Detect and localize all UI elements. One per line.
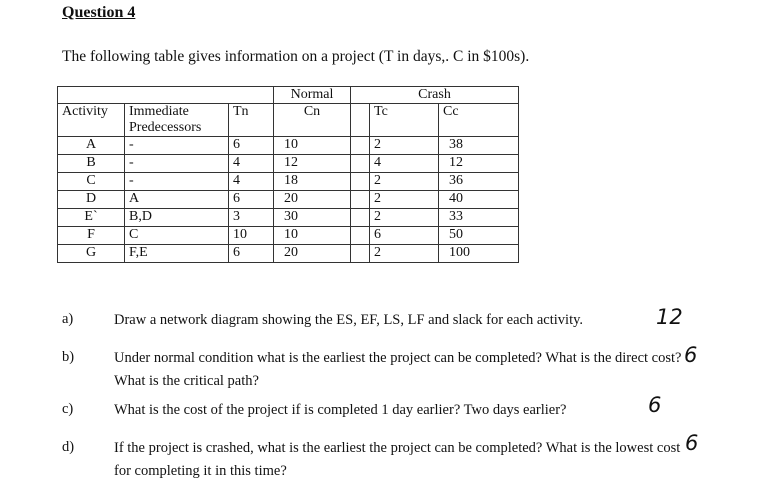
cell-predecessors: -	[125, 173, 229, 191]
question-label: c)	[62, 401, 74, 417]
col-predecessors-header	[125, 104, 229, 137]
cell-tn: 6	[229, 245, 274, 263]
handwritten-mark: 6	[684, 343, 698, 367]
cell-tc: 2	[370, 137, 439, 155]
crash-group-header: Crash	[351, 87, 519, 104]
cell-predecessors: B,D	[125, 209, 229, 227]
cell-cc: 50	[439, 227, 519, 245]
cell-tc: 2	[370, 191, 439, 209]
table-row	[58, 155, 519, 173]
question-text: What is the cost of the project if is completed 1 day earlier? Two days earlier?	[114, 402, 567, 418]
cell-tn: 4	[229, 173, 274, 191]
cell-cc: 38	[439, 137, 519, 155]
cell-tc: 6	[370, 227, 439, 245]
cell-predecessors: A	[125, 191, 229, 209]
question-heading: Question 4	[62, 4, 136, 21]
cell-cn: 20	[274, 191, 351, 209]
cell-tn: 3	[229, 209, 274, 227]
cell-predecessors: -	[125, 155, 229, 173]
cell-predecessors: C	[125, 227, 229, 245]
handwritten-mark: 6	[685, 431, 699, 455]
cell-cc: 12	[439, 155, 519, 173]
intro-text: The following table gives information on a project (T in days,. C in $100s).	[62, 48, 530, 65]
cell-cn: 12	[274, 155, 351, 173]
cell-cc: 40	[439, 191, 519, 209]
cell-tn: 4	[229, 155, 274, 173]
cell-cn: 20	[274, 245, 351, 263]
cell-activity: G	[58, 245, 125, 263]
cell-activity: E`	[58, 209, 125, 227]
handwritten-mark: 12	[656, 305, 683, 329]
cell-cc: 36	[439, 173, 519, 191]
question-text: Under normal condition what is the earliest the project can be completed? What is the direct cost? What is the critical path?	[114, 350, 682, 389]
cell-predecessors: -	[125, 137, 229, 155]
col-tn-header: Tn	[229, 104, 274, 137]
cell-predecessors: F,E	[125, 245, 229, 263]
question-label: a)	[62, 311, 74, 327]
question-label: b)	[62, 349, 75, 365]
cell-activity: A	[58, 137, 125, 155]
col-cc-header: Cc	[439, 104, 519, 137]
normal-group-header: Normal	[274, 87, 351, 104]
question-label: d)	[62, 439, 75, 455]
handwritten-mark: 6	[648, 393, 662, 417]
project-table	[57, 86, 519, 263]
table-row	[58, 209, 519, 227]
cell-cc: 33	[439, 209, 519, 227]
question-text: Draw a network diagram showing the ES, EF, LS, LF and slack for each activity.	[114, 312, 584, 328]
cell-activity: F	[58, 227, 125, 245]
cell-cn: 10	[274, 137, 351, 155]
table-column-header-row	[58, 104, 519, 137]
cell-activity: D	[58, 191, 125, 209]
table-row	[58, 173, 519, 191]
cell-activity: B	[58, 155, 125, 173]
cell-cn: 10	[274, 227, 351, 245]
col-activity-header: Activity	[58, 104, 125, 137]
cell-gap	[351, 137, 370, 155]
table-row	[58, 191, 519, 209]
cell-tc: 2	[370, 245, 439, 263]
table-row	[58, 245, 519, 263]
cell-activity: C	[58, 173, 125, 191]
cell-gap	[351, 191, 370, 209]
table-group-header-row	[58, 87, 519, 104]
cell-tc: 4	[370, 155, 439, 173]
col-predecessors-line2: Predecessors	[129, 120, 202, 135]
cell-gap	[351, 209, 370, 227]
question-text: If the project is crashed, what is the earliest the project can be completed? What is the lowest cost for completing it in this time?	[114, 440, 681, 479]
cell-gap	[351, 155, 370, 173]
cell-tc: 2	[370, 209, 439, 227]
cell-tn: 10	[229, 227, 274, 245]
cell-tn: 6	[229, 137, 274, 155]
col-predecessors-line1: Immediate	[129, 104, 189, 119]
cell-cn: 18	[274, 173, 351, 191]
cell-gap	[351, 245, 370, 263]
cell-cc: 100	[439, 245, 519, 263]
table-row	[58, 137, 519, 155]
cell-tn: 6	[229, 191, 274, 209]
col-cn-header: Cn	[274, 104, 351, 137]
cell-cn: 30	[274, 209, 351, 227]
cell-gap	[351, 227, 370, 245]
cell-tc: 2	[370, 173, 439, 191]
col-tc-header: Tc	[370, 104, 439, 137]
cell-gap	[351, 173, 370, 191]
table-row	[58, 227, 519, 245]
